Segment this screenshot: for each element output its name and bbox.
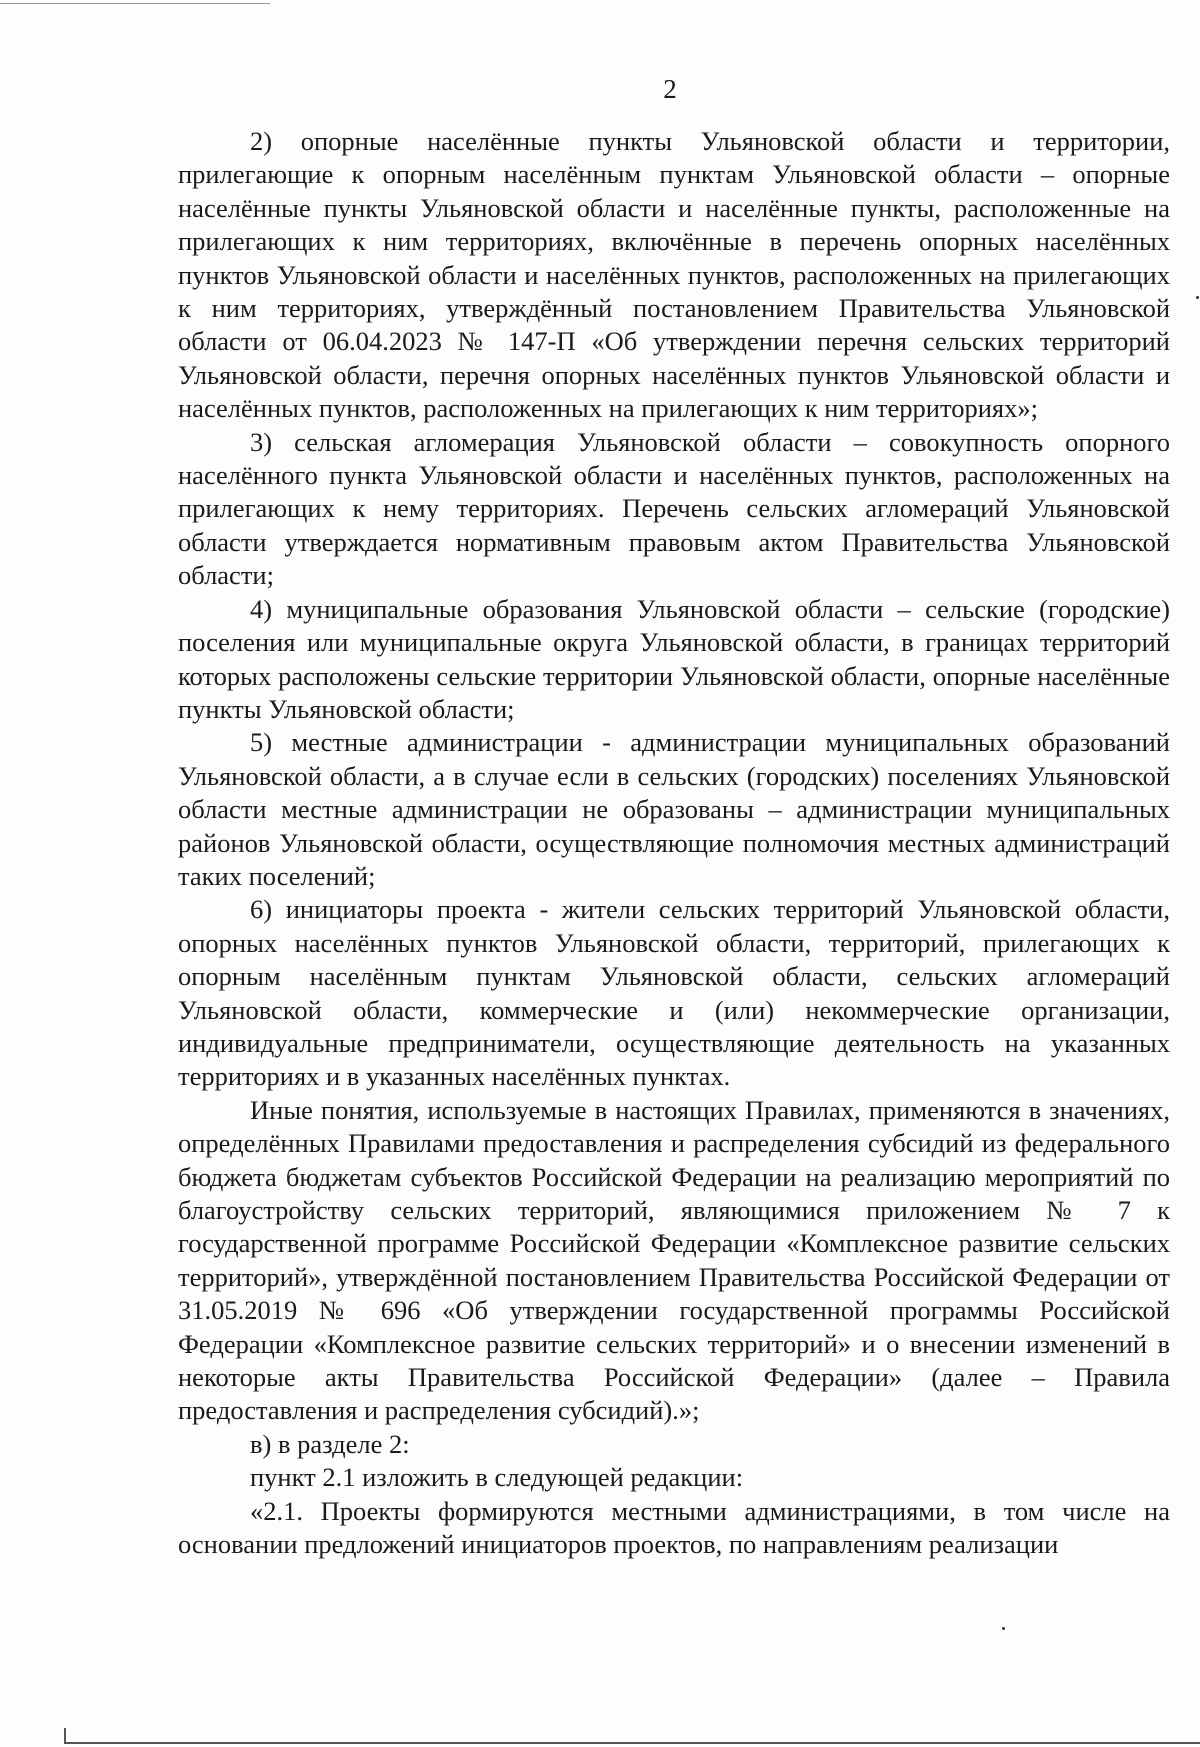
scan-border-line	[64, 1742, 1200, 1744]
paragraph-point-2-1: «2.1. Проекты формируются местными администрациями, в том числе на основании предложений инициаторов проектов, по направлениям реализации	[178, 1495, 1170, 1560]
scan-speck	[1002, 1627, 1005, 1630]
scan-edge-line	[0, 3, 270, 4]
paragraph-item-3: 3) сельская агломерация Ульяновской области – совокупность опорного населённого пункта Ульяновской области и населённых пунктов, расположенных на прилегающих к нему территориях. Перечень сельских агломераций Ульяновской области утверждается нормативным правовым актом Правительства Ульяновской области;	[178, 426, 1170, 591]
scan-speck	[1196, 296, 1199, 299]
paragraph-item-5: 5) местные администрации - администрации муниципальных образований Ульяновской области, а в случае если в сельских (городских) поселениях Ульяновской области местные администрации не образованы – администрации муниципальных районов Ульяновской области, осуществляющие полномочия местных администраций таких поселений;	[178, 727, 1170, 891]
paragraph-point-2-1-intro: пункт 2.1 изложить в следующей редакции:	[250, 1462, 744, 1493]
paragraph-item-4: 4) муниципальные образования Ульяновской области – сельские (городские) поселения или муниципальные округа Ульяновской области, в границах территорий которых расположены сельские территории Ульяновской области, опорные населённые пункты Ульяновской области;	[178, 593, 1170, 724]
page-number: 2	[663, 74, 677, 104]
paragraph-item-2: 2) опорные населённые пункты Ульяновской области и территории, прилегающие к опорным населённым пунктам Ульяновской области – опорные населённые пункты Ульяновской области и населённые пункты, расположенные на прилегающих к ним территориях, включённые в перечень опорных населённых пунктов Ульяновской области и населённых пунктов, расположенных на прилегающих к ним территориях, утверждённый постановлением Правительства Ульяновской области от 06.04.2023 № 147-П «Об утверждении перечня сельских территорий Ульяновской области, перечня опорных населённых пунктов Ульяновской области и населённых пунктов, расположенных на прилегающих к ним территориях»;	[178, 126, 1170, 424]
paragraph-item-6: 6) инициаторы проекта - жители сельских территорий Ульяновской области, опорных населённых пунктов Ульяновской области, территорий, прилегающих к опорным населённым пунктам Ульяновской области, сельских агломераций Ульяновской области, коммерческие и (или) некоммерческие организации, индивидуальные предприниматели, осуществляющие деятельность на указанных территориях и в указанных населённых пунктах.	[178, 894, 1170, 1092]
document-body	[178, 125, 1170, 1561]
paragraph-section-2: в) в разделе 2:	[250, 1428, 410, 1459]
paragraph-other-terms: Иные понятия, используемые в настоящих Правилах, применяются в значениях, определённых Правилами предоставления и распределения субсидий из федерального бюджета бюджетам субъектов Российской Федерации на реализацию мероприятий по благоустройству сельских территорий, являющимися приложением № 7 к государственной программе Российской Федерации «Комплексное развитие сельских территорий», утверждённой постановлением Правительства Российской Федерации от 31.05.2019 № 696 «Об утверждении государственной программы Российской Федерации «Комплексное развитие сельских территорий» и о внесении изменений в некоторые акты Правительства Российской Федерации» (далее – Правила предоставления и распределения субсидий).»;	[178, 1094, 1170, 1426]
